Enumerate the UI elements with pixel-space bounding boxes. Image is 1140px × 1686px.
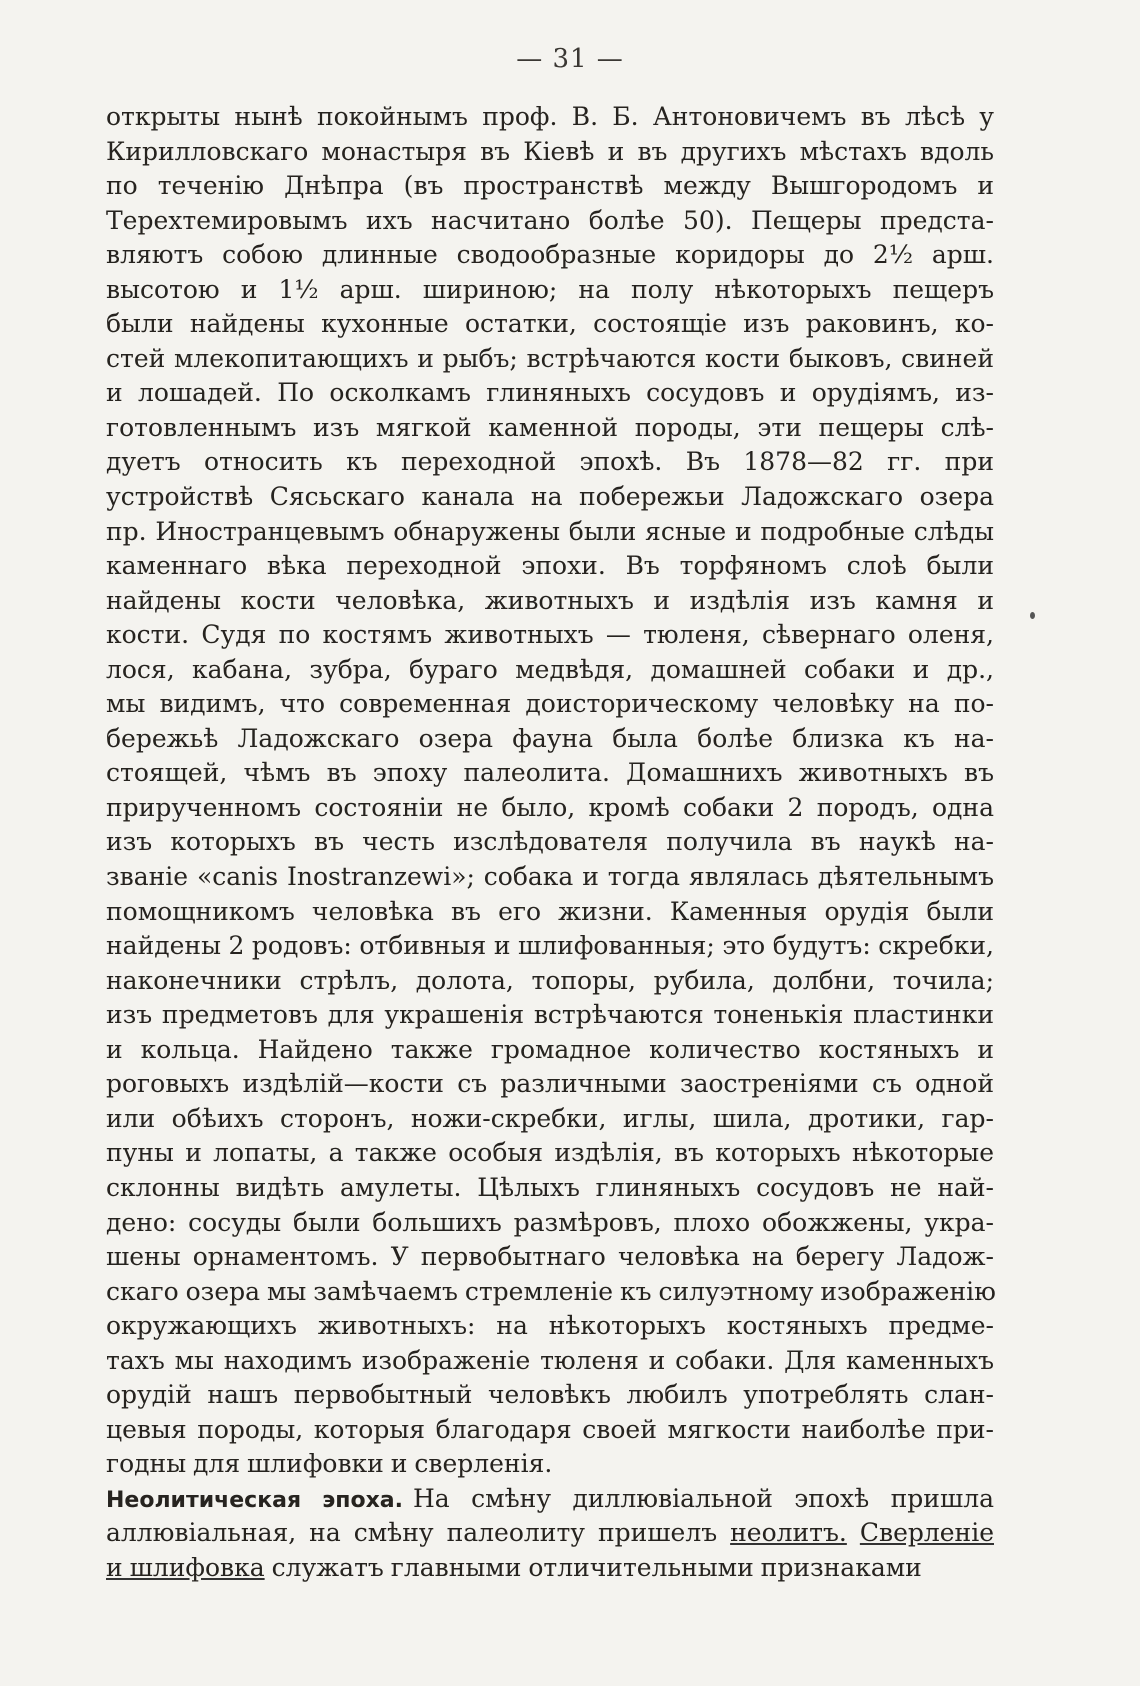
text-line: роговыхъ издѣлій—кости съ различными заостреніями съ одной bbox=[106, 1069, 994, 1099]
text-line: изъ предметовъ для украшенія встрѣчаются тоненькія пластинки bbox=[106, 1000, 994, 1030]
text-line: вляютъ собою длинные сводообразные коридоры до 2½ арш. bbox=[106, 240, 994, 270]
underlined-word-neolith: неолитъ. bbox=[730, 1518, 847, 1548]
text-line: тахъ мы находимъ изображеніе тюленя и собаки. Для каменныхъ bbox=[106, 1345, 994, 1375]
underlined-words-polishing: и шлифовка bbox=[106, 1552, 265, 1582]
section-line-2-text: аллювіальная, на смѣну палеолиту пришелъ bbox=[106, 1518, 731, 1548]
text-line: бережьѣ Ладожскаго озера фауна была болѣе близка къ на- bbox=[106, 723, 994, 753]
text-line: и кольца. Найдено также громадное количество костяныхъ и bbox=[106, 1034, 994, 1064]
body-text bbox=[106, 100, 994, 1586]
text-line: найдены 2 родовъ: отбивныя и шлифованныя; это будутъ: скребки, bbox=[106, 931, 994, 961]
text-line: стоящей, чѣмъ въ эпоху палеолита. Домашнихъ животныхъ въ bbox=[106, 758, 994, 788]
text-line: наконечники стрѣлъ, долота, топоры, рубила, долбни, точила; bbox=[106, 965, 994, 995]
text-line: готовленнымъ изъ мягкой каменной породы, эти пещеры слѣ- bbox=[106, 412, 994, 442]
text-line: помощникомъ человѣка въ его жизни. Каменныя орудія были bbox=[106, 896, 994, 926]
text-line: склонны видѣть амулеты. Цѣлыхъ глиняныхъ сосудовъ не най- bbox=[106, 1172, 994, 1202]
text-line: дуетъ относить къ переходной эпохѣ. Въ 1878—82 гг. при bbox=[106, 447, 994, 477]
text-line: были найдены кухонные остатки, состоящіе изъ раковинъ, ко- bbox=[106, 309, 994, 339]
page-number: — 31 — bbox=[516, 44, 624, 74]
text-line: дено: сосуды были большихъ размѣровъ, плохо обожжены, укра- bbox=[106, 1207, 994, 1237]
text-line: изъ которыхъ въ честь изслѣдователя получила въ наукѣ на- bbox=[106, 827, 994, 857]
text-line: лося, кабана, зубра, бураго медвѣдя, домашней собаки и др., bbox=[106, 654, 994, 684]
section-line-1-text: На смѣну диллювіальной эпохѣ пришла bbox=[413, 1483, 994, 1513]
text-line: открыты нынѣ покойнымъ проф. В. Б. Антоновичемъ въ лѣсѣ у bbox=[106, 102, 994, 131]
text-line: орудій нашъ первобытный человѣкъ любилъ употреблять слан- bbox=[106, 1380, 994, 1410]
text-line: мы видимъ, что современная доисторическому человѣку на по- bbox=[106, 689, 994, 719]
text-line: найдены кости человѣка, животныхъ и издѣлія изъ камня и bbox=[106, 585, 994, 615]
text-line: стей млекопитающихъ и рыбъ; встрѣчаются кости быковъ, свиней bbox=[106, 343, 994, 373]
text-line: званіе «canis Inostranzewi»; собака и тогда являлась дѣятельнымъ bbox=[106, 862, 994, 892]
text-line: устройствѣ Сясьскаго канала на побережьи Ладожскаго озера bbox=[106, 482, 994, 512]
text-line: пр. Иностранцевымъ обнаружены были ясные и подробные слѣды bbox=[106, 516, 994, 546]
section-heading: Неолитическая эпоха. bbox=[106, 1487, 403, 1513]
section-line-2 bbox=[106, 1516, 994, 1551]
margin-speck bbox=[1030, 612, 1035, 619]
text-line: окружающихъ животныхъ: на нѣкоторыхъ костяныхъ предме- bbox=[106, 1311, 994, 1341]
section-line-3 bbox=[106, 1551, 994, 1586]
text-line: высотою и 1½ арш. шириною; на полу нѣкоторыхъ пещеръ bbox=[106, 274, 994, 304]
text-line: скаго озера мы замѣчаемъ стремленіе къ силуэтному изображенію bbox=[106, 1276, 996, 1306]
section-line-3-text: служатъ главными отличительными признаками bbox=[264, 1552, 922, 1582]
text-line: или обѣихъ сторонъ, ножи-скребки, иглы, шила, дротики, гар- bbox=[106, 1103, 994, 1133]
text-line: годны для шлифовки и сверленія. bbox=[106, 1449, 553, 1479]
text-line: каменнаго вѣка переходной эпохи. Въ торфяномъ слоѣ были bbox=[106, 551, 994, 581]
text-line: прирученномъ состояніи не было, кромѣ собаки 2 породъ, одна bbox=[106, 792, 994, 822]
underlined-word-drilling: Сверленіе bbox=[859, 1518, 994, 1548]
section-line-2-space bbox=[847, 1518, 860, 1547]
section-line-1 bbox=[106, 1482, 994, 1517]
text-line: пуны и лопаты, а также особыя издѣлія, въ которыхъ нѣкоторые bbox=[106, 1138, 994, 1168]
text-line: кости. Судя по костямъ животныхъ — тюленя, сѣвернаго оленя, bbox=[106, 620, 994, 650]
paragraph-lines bbox=[106, 100, 994, 1482]
text-line: и лошадей. По осколкамъ глиняныхъ сосудовъ и орудіямъ, из- bbox=[106, 378, 994, 408]
text-line: шены орнаментомъ. У первобытнаго человѣка на берегу Ладож- bbox=[106, 1242, 994, 1272]
text-line: цевыя породы, которыя благодаря своей мягкости наиболѣе при- bbox=[106, 1414, 994, 1444]
text-line: Терехтемировымъ ихъ насчитано болѣе 50). Пещеры предста- bbox=[106, 205, 994, 235]
text-line: Кирилловскаго монастыря въ Кіевѣ и въ другихъ мѣстахъ вдоль bbox=[106, 136, 994, 166]
text-line: по теченію Днѣпра (въ пространствѣ между Вышгородомъ и bbox=[106, 171, 994, 201]
